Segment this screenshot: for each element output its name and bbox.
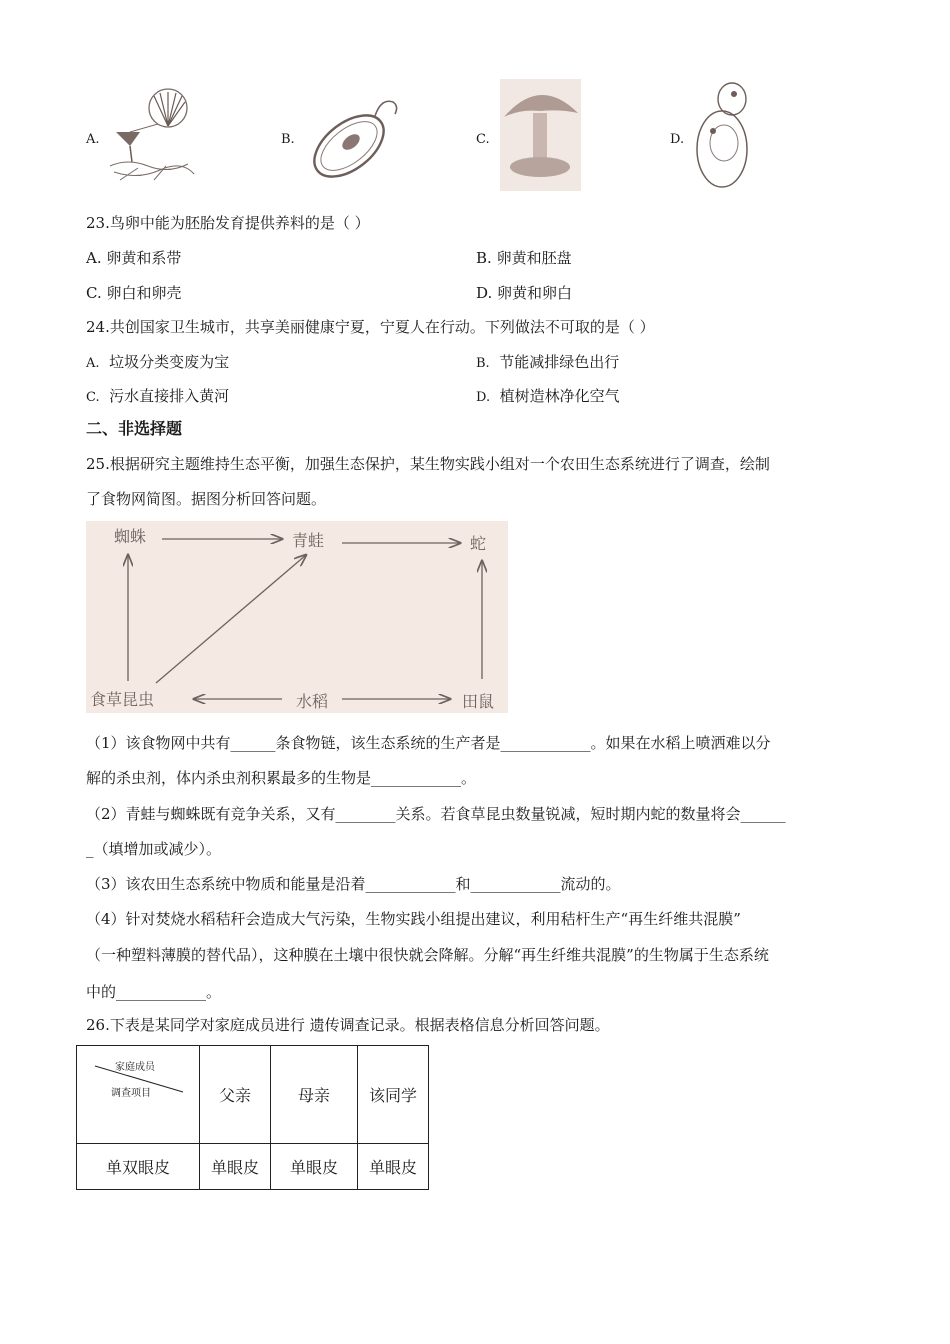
q23-option-a: A. 卵黄和系带 xyxy=(86,249,182,267)
node-frog: 青蛙 xyxy=(292,531,325,550)
q26-stem: 26.下表是某同学对家庭成员进行 遗传调查记录。根据表格信息分析回答问题。 xyxy=(86,1016,610,1034)
q24-option-a: A. 垃圾分类变废为宝 xyxy=(86,353,230,371)
corner-top-label: 家庭成员 xyxy=(115,1062,155,1073)
q25-part2-line2: _（填增加或减少）。 xyxy=(86,840,222,858)
food-web-diagram xyxy=(86,521,508,713)
corner-bottom-label: 调查项目 xyxy=(111,1088,151,1099)
row-label: 单双眼皮 xyxy=(77,1144,200,1190)
header-father: 父亲 xyxy=(200,1046,271,1144)
q25-stem-line2: 了食物网简图。据图分析回答问题。 xyxy=(86,490,327,508)
option-c-label: C. xyxy=(476,132,490,147)
node-spider: 蜘蛛 xyxy=(114,527,147,546)
option-b-label: B. xyxy=(281,132,295,147)
cell-mother: 单眼皮 xyxy=(271,1144,358,1190)
q25-part4-line2: （一种塑料薄膜的替代品），这种膜在土壤中很快就会降解。分解“再生纤维共混膜”的生物属于生态系统 xyxy=(86,946,769,964)
q25-part1-line1: （1）该食物网中共有______条食物链，该生态系统的生产者是____________。如果在水稻上喷洒难以分 xyxy=(86,734,771,752)
q24-stem: 24.共创国家卫生城市，共享美丽健康宁夏，宁夏人在行动。下列做法不可取的是（ ） xyxy=(86,318,655,336)
table-corner-cell xyxy=(77,1046,200,1144)
node-field-mouse: 田鼠 xyxy=(462,692,495,711)
option-a-label: A. xyxy=(86,132,100,147)
header-student: 该同学 xyxy=(358,1046,429,1144)
q25-part3: （3）该农田生态系统中物质和能量是沿着____________和____________流动的。 xyxy=(86,875,621,893)
node-herbivorous-insect: 食草昆虫 xyxy=(90,690,155,709)
yeast-image xyxy=(692,81,758,191)
mushroom-image xyxy=(500,79,581,191)
q25-stem-line1: 25.根据研究主题维持生态平衡，加强生态保护，某生物实践小组对一个农田生态系统进行了调查，绘制 xyxy=(86,455,770,473)
q23-option-b: B. 卵黄和胚盘 xyxy=(476,249,572,267)
cell-father: 单眼皮 xyxy=(200,1144,271,1190)
mold-image xyxy=(108,88,204,188)
option-d-label: D. xyxy=(670,132,685,147)
q25-part2-line1: （2）青蛙与蜘蛛既有竞争关系，又有________关系。若食草昆虫数量锐减，短时期内蛇的数量将会______ xyxy=(86,805,786,823)
node-snake: 蛇 xyxy=(470,534,487,553)
q25-part1-line2: 解的杀虫剂，体内杀虫剂积累最多的生物是____________。 xyxy=(86,769,477,787)
node-rice: 水稻 xyxy=(296,692,329,711)
q23-stem: 23.鸟卵中能为胚胎发育提供养料的是（ ） xyxy=(86,214,370,232)
q24-option-d: D. 植树造林净化空气 xyxy=(476,387,620,405)
q23-option-d: D. 卵黄和卵白 xyxy=(476,284,573,302)
cell-student: 单眼皮 xyxy=(358,1144,429,1190)
q25-part4-line3: 中的____________。 xyxy=(86,983,222,1001)
q25-part4-line1: （4）针对焚烧水稻秸秆会造成大气污染，生物实践小组提出建议，利用秸杆生产“再生纤维共混膜” xyxy=(86,910,741,928)
bacterium-image xyxy=(305,94,405,192)
header-mother: 母亲 xyxy=(271,1046,358,1144)
survey-table xyxy=(76,1045,429,1190)
q23-option-c: C. 卵白和卵壳 xyxy=(86,284,182,302)
section-title: 二、非选择题 xyxy=(86,419,183,438)
q24-option-b: B. 节能减排绿色出行 xyxy=(476,353,620,371)
q24-option-c: C. 污水直接排入黄河 xyxy=(86,387,230,405)
